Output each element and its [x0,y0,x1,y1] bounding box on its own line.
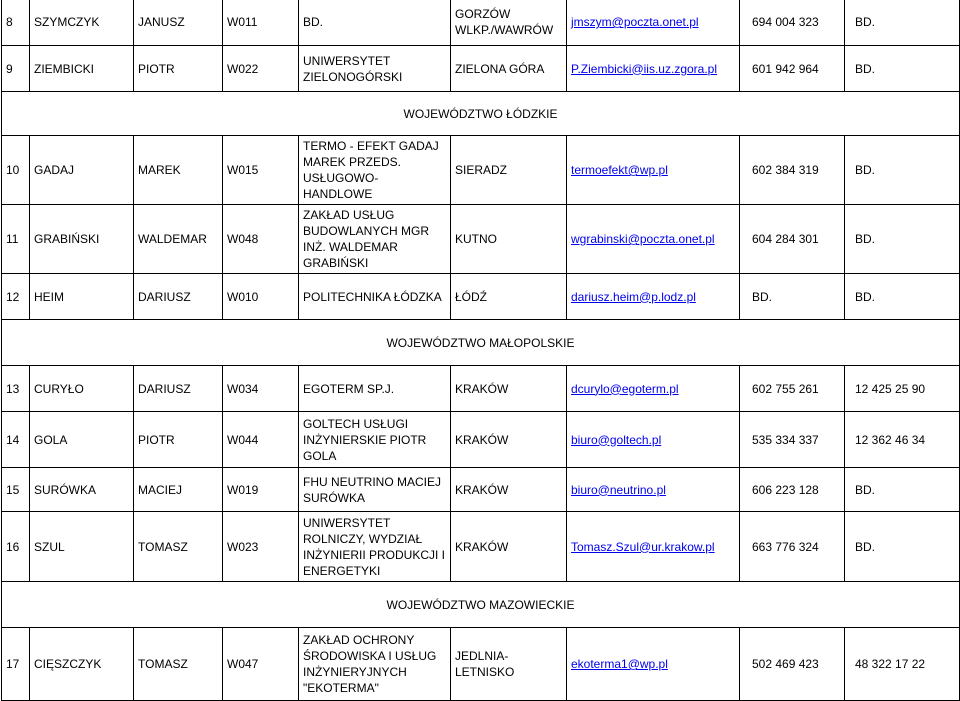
phone-cell: 502 469 423 [740,628,845,701]
email-cell [567,412,740,468]
table-row [2,205,960,274]
city-cell: KRAKÓW [451,468,567,512]
surname-cell: ZIEMBICKI [30,46,134,92]
city-cell: KRAKÓW [451,412,567,468]
email-cell [567,366,740,412]
fax-cell: BD. [845,136,960,205]
city-cell: GORZÓW WLKP./WAWRÓW [451,0,567,46]
phone-cell: 694 004 323 [740,0,845,46]
email-cell [567,468,740,512]
institution-cell: POLITECHNIKA ŁÓDZKA [299,274,451,320]
surname-cell: SURÓWKA [30,468,134,512]
surname-cell: HEIM [30,274,134,320]
table-row [2,468,960,512]
row-number: 10 [2,136,30,205]
city-cell: SIERADZ [451,136,567,205]
email-cell [567,274,740,320]
id-cell: W023 [223,512,299,582]
region-title: WOJEWÓDZTWO ŁÓDZKIE [2,92,960,136]
email-link[interactable]: dariusz.heim@p.lodz.pl [571,289,696,304]
email-link[interactable]: P.Ziembicki@iis.uz.zgora.pl [571,61,718,76]
fax-cell: BD. [845,205,960,274]
id-cell: W044 [223,412,299,468]
first-name-cell: MACIEJ [134,468,223,512]
table-row [2,628,960,701]
id-cell: W010 [223,274,299,320]
fax-cell: BD. [845,0,960,46]
email-cell [567,46,740,92]
phone-cell: 602 755 261 [740,366,845,412]
region-title: WOJEWÓDZTWO MAŁOPOLSKIE [2,320,960,366]
institution-cell: TERMO - EFEKT GADAJ MAREK PRZEDS. USŁUGOWO-HANDLOWE [299,136,451,205]
id-cell: W047 [223,628,299,701]
phone-cell: 606 223 128 [740,468,845,512]
contact-table [1,0,960,701]
phone-cell: 602 384 319 [740,136,845,205]
fax-cell: BD. [845,468,960,512]
email-link[interactable]: Tomasz.Szul@ur.krakow.pl [571,539,715,554]
city-cell: KUTNO [451,205,567,274]
institution-cell: ZAKŁAD USŁUG BUDOWLANYCH MGR INŻ. WALDEMAR GRABIŃSKI [299,205,451,274]
first-name-cell: PIOTR [134,412,223,468]
region-header-row [2,582,960,628]
region-title: WOJEWÓDZTWO MAZOWIECKIE [2,582,960,628]
row-number: 17 [2,628,30,701]
email-link[interactable]: termoefekt@wp.pl [571,163,668,177]
email-link[interactable]: jmszym@poczta.onet.pl [571,15,699,29]
email-link[interactable]: wgrabinski@poczta.onet.pl [571,232,715,246]
row-number: 15 [2,468,30,512]
fax-cell: BD. [845,46,960,92]
first-name-cell: PIOTR [134,46,223,92]
id-cell: W015 [223,136,299,205]
fax-cell: 48 322 17 22 [845,628,960,701]
email-cell [567,136,740,205]
surname-cell: GRABIŃSKI [30,205,134,274]
city-cell: JEDLNIA-LETNISKO [451,628,567,701]
email-cell [567,0,740,46]
phone-cell: 663 776 324 [740,512,845,582]
table-row [2,512,960,582]
fax-cell: 12 425 25 90 [845,366,960,412]
email-link[interactable]: dcurylo@egoterm.pl [571,381,679,396]
table-row [2,366,960,412]
region-header-row [2,320,960,366]
surname-cell: SZUL [30,512,134,582]
id-cell: W011 [223,0,299,46]
fax-cell: 12 362 46 34 [845,412,960,468]
table-row [2,274,960,320]
id-cell: W022 [223,46,299,92]
id-cell: W034 [223,366,299,412]
institution-cell: UNIWERSYTET ROLNICZY, WYDZIAŁ INŻYNIERII PRODUKCJI I ENERGETYKI [299,512,451,582]
first-name-cell: MAREK [134,136,223,205]
table-row [2,46,960,92]
region-header-row [2,92,960,136]
row-number: 12 [2,274,30,320]
row-number: 13 [2,366,30,412]
city-cell: KRAKÓW [451,366,567,412]
first-name-cell: DARIUSZ [134,274,223,320]
table-row [2,412,960,468]
institution-cell: EGOTERM SP.J. [299,366,451,412]
first-name-cell: WALDEMAR [134,205,223,274]
phone-cell: 535 334 337 [740,412,845,468]
surname-cell: GOLA [30,412,134,468]
row-number: 11 [2,205,30,274]
institution-cell: UNIWERSYTET ZIELONOGÓRSKI [299,46,451,92]
id-cell: W048 [223,205,299,274]
fax-cell: BD. [845,274,960,320]
first-name-cell: JANUSZ [134,0,223,46]
phone-cell: 604 284 301 [740,205,845,274]
email-cell [567,205,740,274]
phone-cell: BD. [740,274,845,320]
city-cell: ŁÓDŹ [451,274,567,320]
first-name-cell: DARIUSZ [134,366,223,412]
row-number: 8 [2,0,30,46]
surname-cell: SZYMCZYK [30,0,134,46]
surname-cell: CIĘSZCZYK [30,628,134,701]
row-number: 14 [2,412,30,468]
email-link[interactable]: ekoterma1@wp.pl [571,657,668,671]
institution-cell: GOLTECH USŁUGI INŻYNIERSKIE PIOTR GOLA [299,412,451,468]
surname-cell: GADAJ [30,136,134,205]
row-number: 16 [2,512,30,582]
email-cell [567,512,740,582]
city-cell: KRAKÓW [451,512,567,582]
email-link[interactable]: biuro@goltech.pl [571,432,662,447]
phone-cell: 601 942 964 [740,46,845,92]
table-row [2,0,960,46]
table-row [2,136,960,205]
institution-cell: ZAKŁAD OCHRONY ŚRODOWISKA I USŁUG INŻYNIERYJNYCH "EKOTERMA" [299,628,451,701]
institution-cell: BD. [299,0,451,46]
fax-cell: BD. [845,512,960,582]
first-name-cell: TOMASZ [134,512,223,582]
institution-cell: FHU NEUTRINO MACIEJ SURÓWKA [299,468,451,512]
email-cell [567,628,740,701]
row-number: 9 [2,46,30,92]
email-link[interactable]: biuro@neutrino.pl [571,482,666,497]
first-name-cell: TOMASZ [134,628,223,701]
surname-cell: CURYŁO [30,366,134,412]
id-cell: W019 [223,468,299,512]
city-cell: ZIELONA GÓRA [451,46,567,92]
